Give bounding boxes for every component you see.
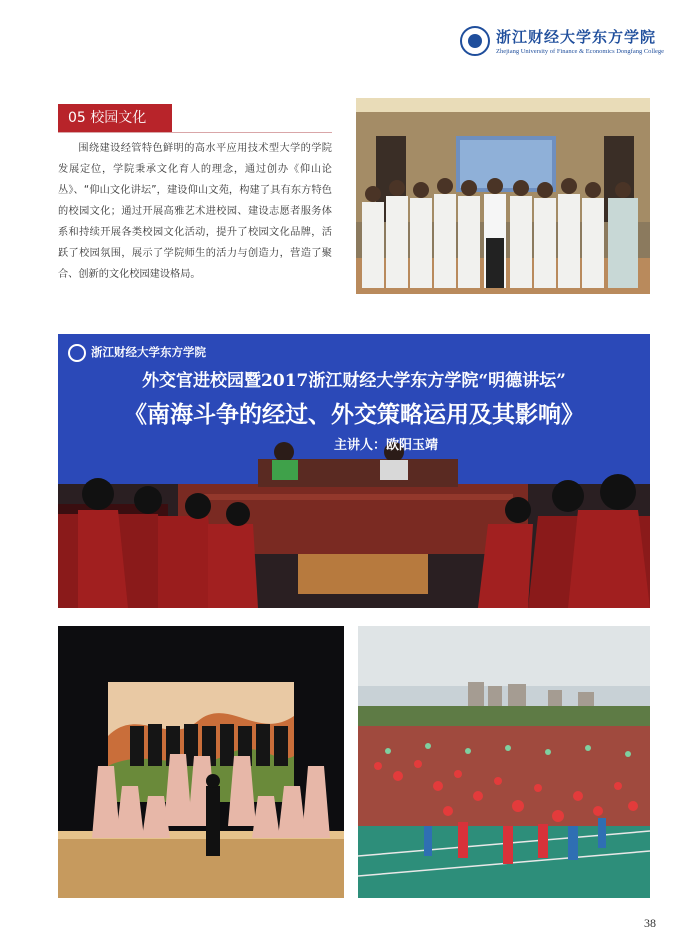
section-heading: 05 校园文化 (58, 104, 172, 132)
choir-performance-photo (58, 626, 344, 898)
campus-run-photo (358, 626, 650, 898)
banner-event-title: 外交官进校园暨2017浙江财经大学东方学院“明德讲坛” (142, 371, 566, 391)
banner-seal-icon (68, 344, 86, 362)
section-divider (58, 132, 332, 133)
section-body-text: 围绕建设经管特色鲜明的高水平应用技术型大学的学院发展定位，学院秉承文化育人的理念，通过创办《仰山论丛》、“仰山文化讲坛”，建设仰山文苑，构建了具有东方特色的校园文化；通过开展高雅艺术进校园、建设志愿者服务体系和持续开展各类校园文化活动，提升了校园文化品牌，活跃了校园氛围，展示了学院师生的活力与创造力，营造了聚合、创新的文化校园建设格局。 (58, 143, 332, 280)
banner-logo (68, 344, 206, 362)
college-name-cn: 浙江财经大学东方学院 (496, 28, 657, 46)
banner-speaker: 主讲人：欧阳玉靖 (333, 438, 438, 453)
college-logo (460, 24, 680, 64)
college-seal-icon (460, 26, 490, 56)
college-name-en: Zhejiang University of Finance & Economics Dongfang College (496, 48, 665, 55)
page-number: 38 (644, 916, 656, 930)
banner-lecture-title: 《南海斗争的经过、外交策略运用及其影响》 (124, 401, 584, 428)
volunteer-group-photo (356, 98, 650, 294)
banner-logo-text: 浙江财经大学东方学院 (91, 345, 206, 359)
lecture-hall-photo (58, 334, 650, 608)
